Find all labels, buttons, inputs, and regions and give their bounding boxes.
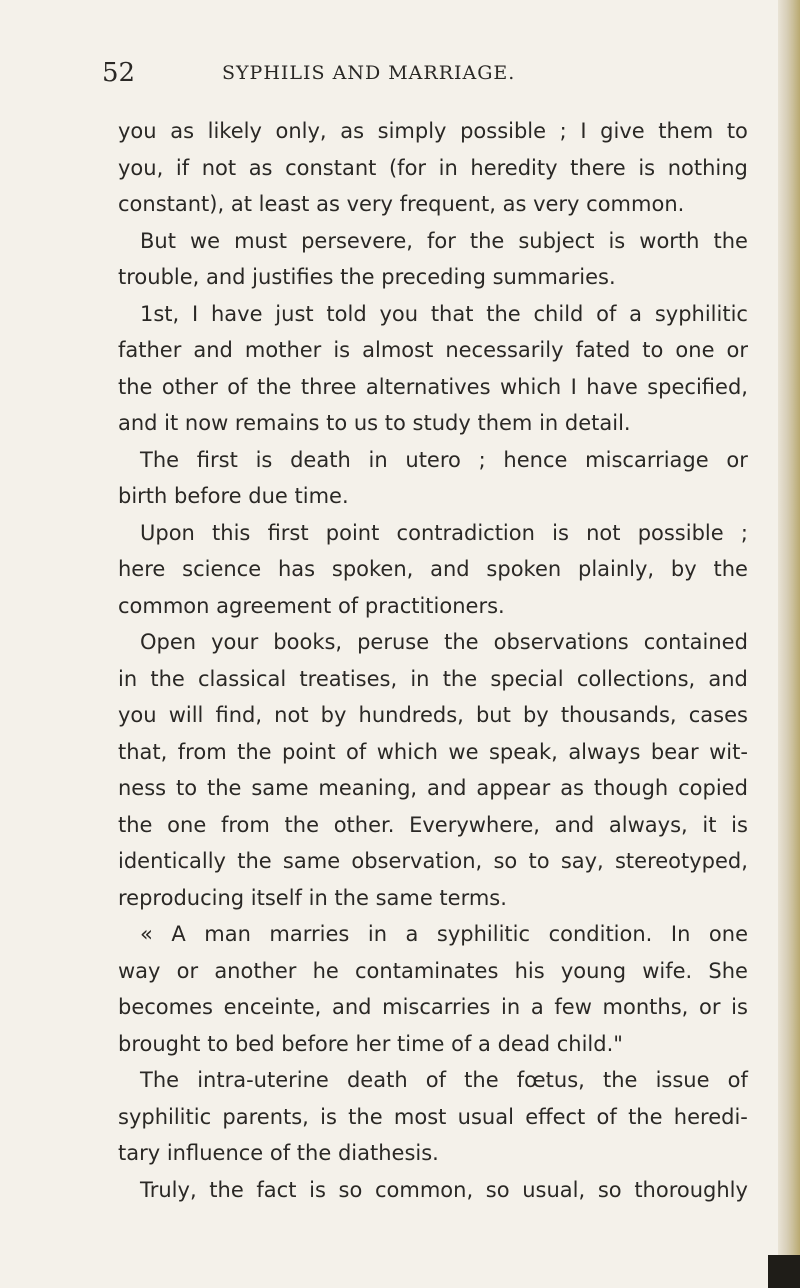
text-line: you as likely only, as simply possible ; I give them to: [118, 119, 748, 143]
text-line: you, if not as constant (for in heredity there is nothing: [118, 155, 748, 180]
text-line: Upon this first point contradiction is not possible ;: [140, 520, 748, 545]
text-line: constant), at least as very frequent, as very common.: [118, 192, 685, 216]
text-line: The first is death in utero ; hence miscarriage or: [140, 447, 748, 472]
page-edge: [778, 0, 800, 1288]
text-line: But we must persevere, for the subject is worth the: [140, 228, 748, 253]
text-line: the other of the three alternatives which I have specified,: [118, 374, 748, 399]
text-line: becomes enceinte, and miscarries in a few months, or is: [118, 995, 748, 1019]
body-text: [118, 113, 748, 1208]
text-line: that, from the point of which we speak, always bear wit-: [118, 739, 748, 764]
text-line: identically the same observation, so to say, stereotyped,: [118, 849, 748, 873]
text-line: way or another he contaminates his young wife. She: [118, 958, 748, 983]
text-line: reproducing itself in the same terms.: [118, 885, 507, 910]
text-line: ness to the same meaning, and appear as though copied: [118, 776, 748, 800]
text-line: tary influence of the diathesis.: [118, 1141, 439, 1165]
text-line: birth before due time.: [118, 484, 349, 508]
text-line: The intra-uterine death of the fœtus, the issue of: [140, 1068, 748, 1092]
text-line: Truly, the fact is so common, so usual, so thoroughly: [140, 1177, 748, 1202]
text-line: the one from the other. Everywhere, and always, it is: [118, 812, 748, 837]
text-line: « A man marries in a syphilitic condition. In one: [140, 922, 748, 946]
page-number: 52: [102, 58, 136, 88]
text-line: common agreement of practitioners.: [118, 593, 505, 618]
page-header: [102, 58, 742, 88]
running-head: SYPHILIS AND MARRIAGE.: [222, 62, 516, 84]
text-line: you will find, not by hundreds, but by thousands, cases: [118, 703, 748, 727]
text-line: syphilitic parents, is the most usual effect of the heredi-: [118, 1104, 748, 1129]
text-line: here science has spoken, and spoken plainly, by the: [118, 557, 748, 581]
text-line: and it now remains to us to study them in detail.: [118, 411, 631, 435]
text-line: 1st, I have just told you that the child of a syphilitic: [140, 301, 748, 326]
text-line: father and mother is almost necessarily fated to one or: [118, 338, 748, 362]
text-line: brought to bed before her time of a dead child.": [118, 1031, 623, 1056]
text-line: trouble, and justifies the preceding summaries.: [118, 265, 616, 289]
page-corner-shadow: [768, 1255, 800, 1288]
text-line: in the classical treatises, in the special collections, and: [118, 666, 748, 691]
text-line: Open your books, peruse the observations contained: [140, 630, 748, 654]
